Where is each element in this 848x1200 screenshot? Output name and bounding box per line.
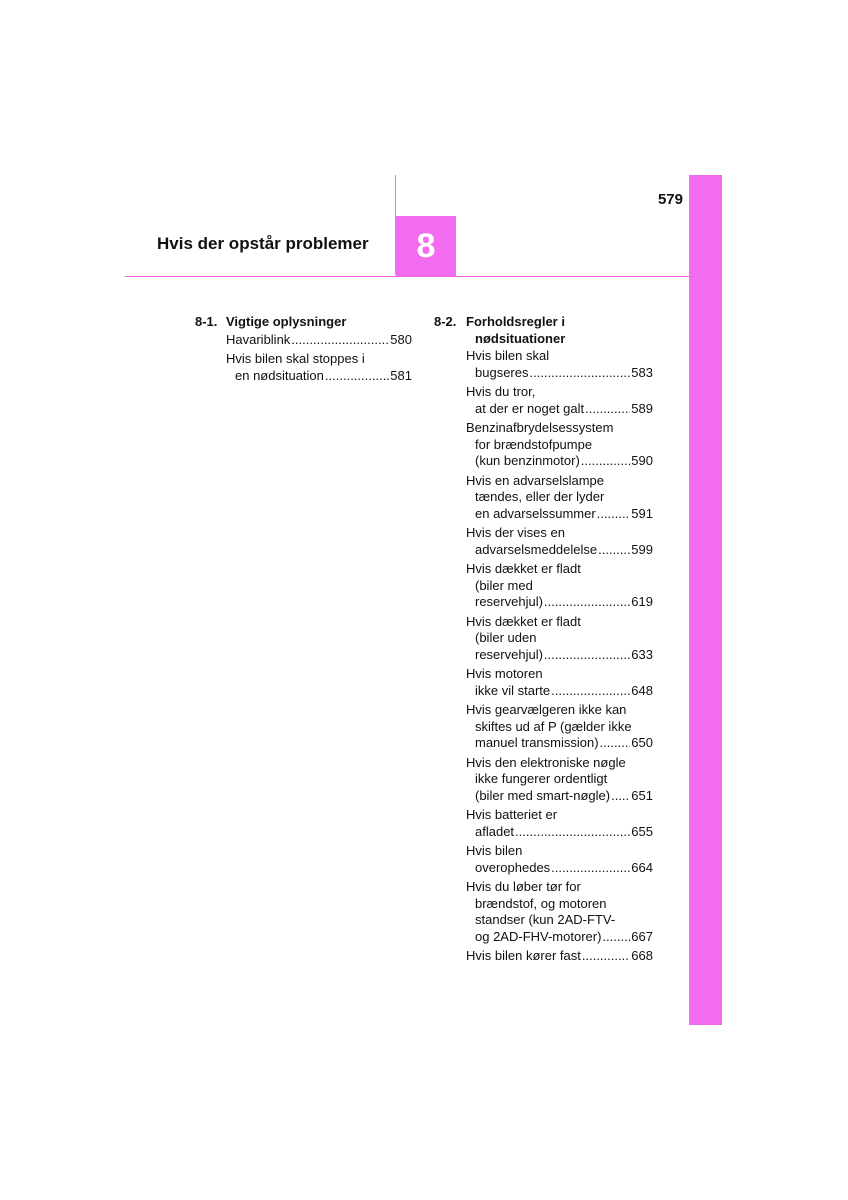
toc-entry-text: advarselsmeddelelse <box>475 541 598 557</box>
toc-entry-text: og 2AD-FHV-motorer) <box>475 928 602 944</box>
dot-leader <box>515 824 630 841</box>
toc-entry-last-line <box>466 594 653 611</box>
toc-section-8-1 <box>195 314 412 384</box>
toc-entry-text: Hvis dækket er fladt <box>466 561 581 576</box>
toc-entry-text: ikke fungerer ordentligt <box>475 771 608 786</box>
toc-page-number: 619 <box>631 594 653 609</box>
toc-entry-text: ikke vil starte <box>475 682 551 698</box>
toc-entry-text: Hvis der vises en <box>466 525 565 540</box>
toc-entry-text: afladet <box>475 823 515 839</box>
dot-leader <box>582 948 630 965</box>
toc-page-number: 633 <box>631 646 653 662</box>
dot-leader <box>544 647 630 664</box>
toc-entry-text: Hvis bilen kører fast <box>466 948 581 963</box>
toc-entry[interactable] <box>226 332 412 349</box>
header-rule <box>125 276 689 277</box>
toc-entry-text: (kun benzinmotor) <box>475 453 580 468</box>
dot-leader <box>611 788 630 805</box>
dot-leader <box>598 542 630 559</box>
section-heading <box>434 314 653 347</box>
dot-leader <box>585 401 630 418</box>
section-title: nødsituationer <box>475 330 566 346</box>
toc-entry-text: reservehjul) <box>475 594 543 609</box>
page-number: 579 <box>657 191 683 208</box>
toc-entry-text: Hvis gearvælgeren ikke kan <box>466 702 627 717</box>
toc-entry-list <box>195 332 412 385</box>
toc-section-8-2 <box>434 314 653 965</box>
toc-entry-last-line <box>466 948 653 965</box>
toc-page-number: 667 <box>631 928 653 944</box>
toc-entry-text: for brændstofpumpe <box>475 436 593 452</box>
toc-entry-text: brændstof, og motoren <box>475 895 607 911</box>
toc-entry-text: Hvis bilen skal stoppes i <box>226 351 365 366</box>
toc-entry[interactable] <box>466 614 653 664</box>
dot-leader <box>551 683 630 700</box>
toc-entry-text: Benzinafbrydelsessystem <box>466 420 614 435</box>
toc-entry-last-line <box>226 368 412 385</box>
toc-entry[interactable] <box>466 879 653 945</box>
toc-entry[interactable] <box>466 843 653 876</box>
toc-entry[interactable] <box>466 384 653 417</box>
toc-page-number: 650 <box>631 735 653 750</box>
toc-entry-text: Hvis bilen <box>466 843 523 858</box>
toc-entry[interactable] <box>466 473 653 523</box>
toc-entry-last-line <box>466 542 653 559</box>
section-heading <box>195 314 412 331</box>
toc-entry-last-line <box>466 929 653 946</box>
toc-entry[interactable] <box>466 525 653 558</box>
toc-entry-last-line <box>466 788 653 805</box>
toc-entry[interactable] <box>226 351 412 384</box>
toc-entry-text: Hvis batteriet er <box>466 807 558 822</box>
toc-entry-last-line <box>466 735 653 752</box>
toc-entry-last-line <box>226 332 412 349</box>
toc-page-number: 668 <box>631 948 653 963</box>
chapter-number-box: 8 <box>396 216 456 276</box>
toc-entry-text: Havariblink <box>226 331 291 347</box>
toc-entry-last-line <box>466 506 653 523</box>
toc-entry-text: en nødsituation <box>235 367 324 383</box>
toc-page-number: 581 <box>390 367 412 383</box>
dot-leader <box>597 506 631 523</box>
toc-entry[interactable] <box>466 561 653 611</box>
toc-entry-last-line <box>466 401 653 418</box>
toc-entry-text: Hvis den elektroniske nøgle <box>466 754 626 770</box>
toc-entry-text: Hvis en advarselslampe <box>466 472 605 488</box>
toc-entry[interactable] <box>466 420 653 470</box>
dot-leader <box>529 365 630 382</box>
toc-entry-text: Hvis motoren <box>466 666 543 681</box>
dot-leader <box>600 735 631 752</box>
dot-leader <box>291 332 389 349</box>
dot-leader <box>581 453 631 470</box>
toc-entry-text: Hvis dækket er fladt <box>466 613 581 629</box>
toc-page-number: 651 <box>631 787 653 803</box>
toc-entry-last-line <box>466 365 653 382</box>
section-title: Vigtige oplysninger <box>226 314 347 329</box>
toc-entry-list <box>434 348 653 965</box>
toc-page-number: 655 <box>631 823 653 839</box>
toc-entry-text: manuel transmission) <box>475 735 599 750</box>
toc-entry[interactable] <box>466 807 653 840</box>
chapter-side-tab <box>689 175 722 1025</box>
toc-entry-text: skiftes ud af P (gælder ikke <box>475 718 632 734</box>
chapter-title: Hvis der opstår problemer <box>157 234 369 253</box>
toc-page-number: 589 <box>631 400 653 416</box>
toc-page-number: 599 <box>631 541 653 557</box>
toc-entry-text: bugseres <box>475 364 529 380</box>
toc-entry-last-line <box>466 683 653 700</box>
toc-entry-text: standser (kun 2AD-FTV- <box>475 912 616 927</box>
section-number: 8-2. <box>434 314 457 329</box>
toc-entry-text: (biler med smart-nøgle) <box>475 787 611 803</box>
toc-entry-text: reservehjul) <box>475 646 543 662</box>
toc-entry-text: (biler med <box>475 577 533 593</box>
section-number: 8-1. <box>195 314 218 329</box>
toc-entry-text: overophedes <box>475 859 551 875</box>
toc-entry[interactable] <box>466 348 653 381</box>
toc-entry-last-line <box>466 453 653 470</box>
section-title: Forholdsregler i <box>466 314 565 329</box>
toc-page-number: 583 <box>631 364 653 380</box>
toc-entry-text: (biler uden <box>475 630 537 645</box>
toc-entry-last-line <box>466 824 653 841</box>
dot-leader <box>551 860 630 877</box>
toc-entry-text: tændes, eller der lyder <box>475 489 605 504</box>
toc-entry[interactable] <box>466 666 653 699</box>
toc-entry-text: en advarselssummer <box>475 505 596 521</box>
toc-page-number: 648 <box>631 682 653 698</box>
toc-entry[interactable] <box>466 948 653 965</box>
toc-page-number: 664 <box>631 859 653 875</box>
toc-entry[interactable] <box>466 702 653 752</box>
dot-leader <box>325 368 389 385</box>
dot-leader <box>602 929 630 946</box>
toc-page-number: 580 <box>390 331 412 347</box>
toc-entry-last-line <box>466 860 653 877</box>
dot-leader <box>544 594 630 611</box>
toc-page-number: 591 <box>631 505 653 521</box>
toc-entry-text: Hvis bilen skal <box>466 348 550 363</box>
toc-entry-text: Hvis du løber tør for <box>466 879 581 894</box>
toc-entry[interactable] <box>466 755 653 805</box>
toc-page-number: 590 <box>631 453 653 468</box>
toc-entry-text: at der er noget galt <box>475 400 585 416</box>
toc-entry-text: Hvis du tror, <box>466 384 536 399</box>
toc-entry-last-line <box>466 647 653 664</box>
